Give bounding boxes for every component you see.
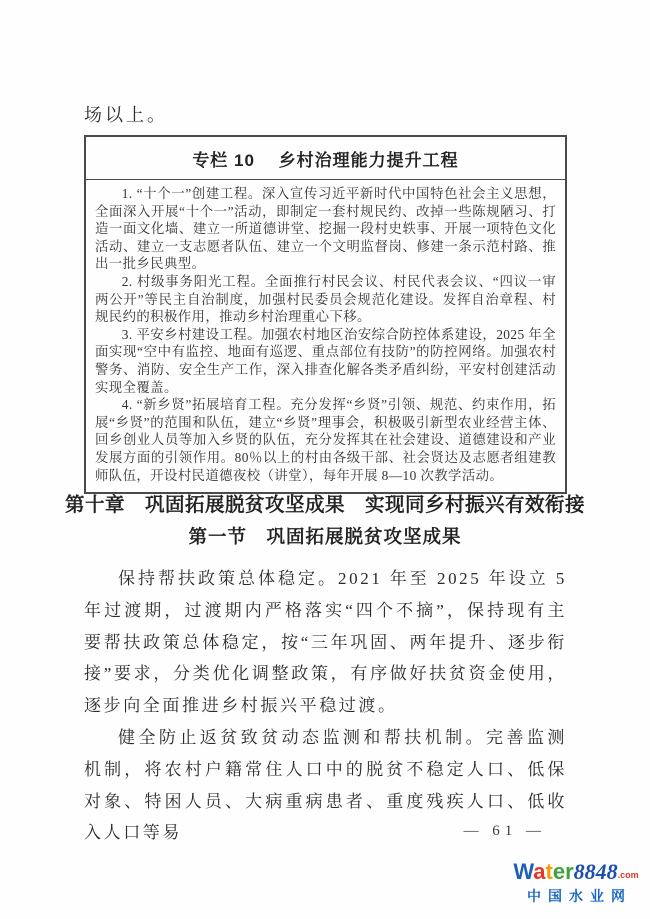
logo-number-8848: 8848	[573, 859, 618, 884]
logo-letter-w: W	[513, 859, 534, 884]
section-title: 第一节 巩固拓展脱贫攻坚成果	[188, 526, 462, 547]
feature-box-body	[86, 180, 565, 492]
feature-box-title: 专栏 10 乡村治理能力提升工程	[86, 137, 565, 180]
body-paragraph-2: 健全防止返贫致贫动态监测和帮扶机制。完善监测机制，将农村户籍常住人口中的脱贫不稳定人口、低保对象、特困人员、大病重病患者、重度残疾人口、低收入人口等易	[84, 727, 567, 843]
logo-subtitle: 中国水业网	[527, 888, 632, 904]
body-text-block	[84, 563, 567, 849]
logo-letter-t: t	[545, 859, 553, 884]
page-number: — 61 —	[463, 823, 546, 839]
body-paragraph-1: 保持帮扶政策总体稳定。2021 年至 2025 年设立 5 年过渡期，过渡期内严格落实“四个不摘”，保持现有主要帮扶政策总体稳定，按“三年巩固、两年提升、逐步衔接”要求，分类优化调整政策，有序做好扶贫资金使用，逐步向全面推进乡村振兴平稳过渡。	[84, 569, 567, 716]
logo-letter-a: a	[533, 859, 546, 884]
feature-box-paragraph-2: 2. 村级事务阳光工程。全面推行村民会议、村民代表会议、“四议一审两公开”等民主自治制度，加强村民委员会规范化建设。发挥自治章程、村规民约的积极作用，推动乡村治理重心下移。	[95, 273, 556, 325]
feature-box-column-10	[84, 135, 567, 494]
water8848-logo	[506, 861, 646, 903]
feature-box-paragraph-3: 3. 平安乡村建设工程。加强农村地区治安综合防控体系建设，2025 年全面实现“空中有监控、地面有巡逻、重点部位有技防”的防控网络。加强农村警务、消防、安全生产工作，深入排查化解各类矛盾纠纷，平安村创建活动实现全覆盖。	[95, 326, 556, 395]
logo-letter-r: r	[565, 859, 574, 884]
logo-com-suffix: .com	[617, 870, 639, 880]
water8848-wordmark	[506, 861, 646, 883]
paragraph-continuation-text: 场以上。	[84, 105, 168, 125]
chapter-title: 第十章 巩固拓展脱贫攻坚成果 实现同乡村振兴有效衔接	[64, 494, 585, 516]
feature-box-paragraph-1: 1. “十个一”创建工程。深入宣传习近平新时代中国特色社会主义思想，全面深入开展“十个一”活动，即制定一套村规民约、改掉一些陈规陋习、打造一面文化墙、建立一所道德讲堂、挖掘一段村史轶事、开展一项特色文化活动、建立一支志愿者队伍、建立一个文明监督岗、修建一条示范村路、推出一批乡民典型。	[95, 186, 556, 272]
feature-box-paragraph-4: 4. “新乡贤”拓展培育工程。充分发挥“乡贤”引领、规范、约束作用，拓展“乡贤”的范围和队伍，建立“乡贤”理事会，积极吸引新型农业经营主体、回乡创业人员等加入乡贤的队伍，充分发挥其在社会建设、道德建设和产业发展方面的引领作用。80％以上的村由各级干部、社会贤达及志愿者组建教师队伍，开设村民道德夜校（讲堂），每年开展 8—10 次教学活动。	[95, 397, 556, 483]
logo-letter-e: e	[552, 859, 566, 884]
